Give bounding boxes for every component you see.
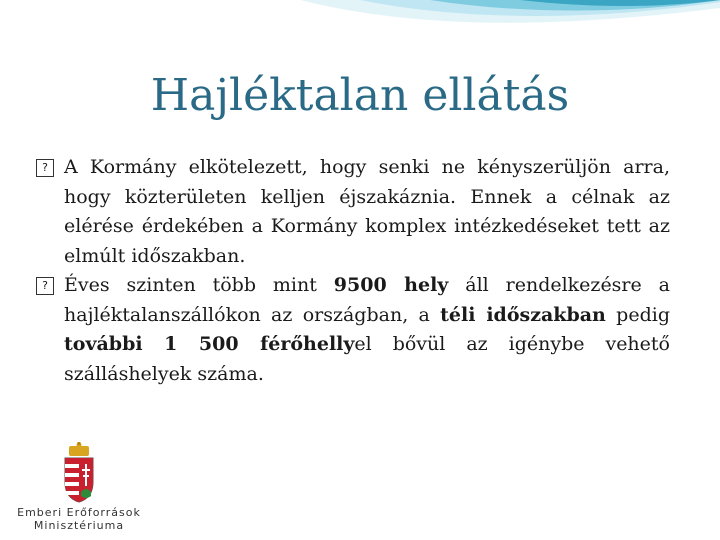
header-wave-decoration (0, 0, 720, 60)
logo-text (14, 506, 144, 532)
slide-body (36, 153, 670, 389)
body-text: A Kormány elkötelezett, hogy senki ne kényszerüljön arra, hogy közterületen kelljen éjszakáznia. Ennek a célnak az elérése érdekében a Kormány komplex intézkedéseket tett az elmúlt időszakban. (64, 156, 670, 267)
broken-glyph-icon: ? (36, 277, 54, 295)
bold-text: további 1 500 férőhelly (64, 333, 355, 355)
broken-glyph-icon: ? (36, 159, 54, 177)
body-text: áll rendelkezésre a hajléktalanszállókon az országban, a (64, 274, 670, 326)
body-text: Éves szinten több mint (64, 274, 334, 296)
bullet-paragraph (36, 271, 670, 389)
ministry-logo (14, 442, 144, 537)
bullet-paragraph (36, 153, 670, 271)
hungarian-coat-of-arms-icon (62, 442, 96, 504)
logo-line-1: Emberi Erőforrások (17, 506, 141, 519)
bold-text: téli időszakban (440, 303, 606, 326)
body-text: pedig (605, 303, 670, 326)
body-text: el bővül az igénybe vehető szálláshelyek száma. (64, 333, 670, 385)
logo-line-2: Minisztériuma (33, 519, 125, 532)
slide-title: Hajléktalan ellátás (150, 70, 570, 121)
bold-text: 9500 hely (333, 274, 449, 296)
